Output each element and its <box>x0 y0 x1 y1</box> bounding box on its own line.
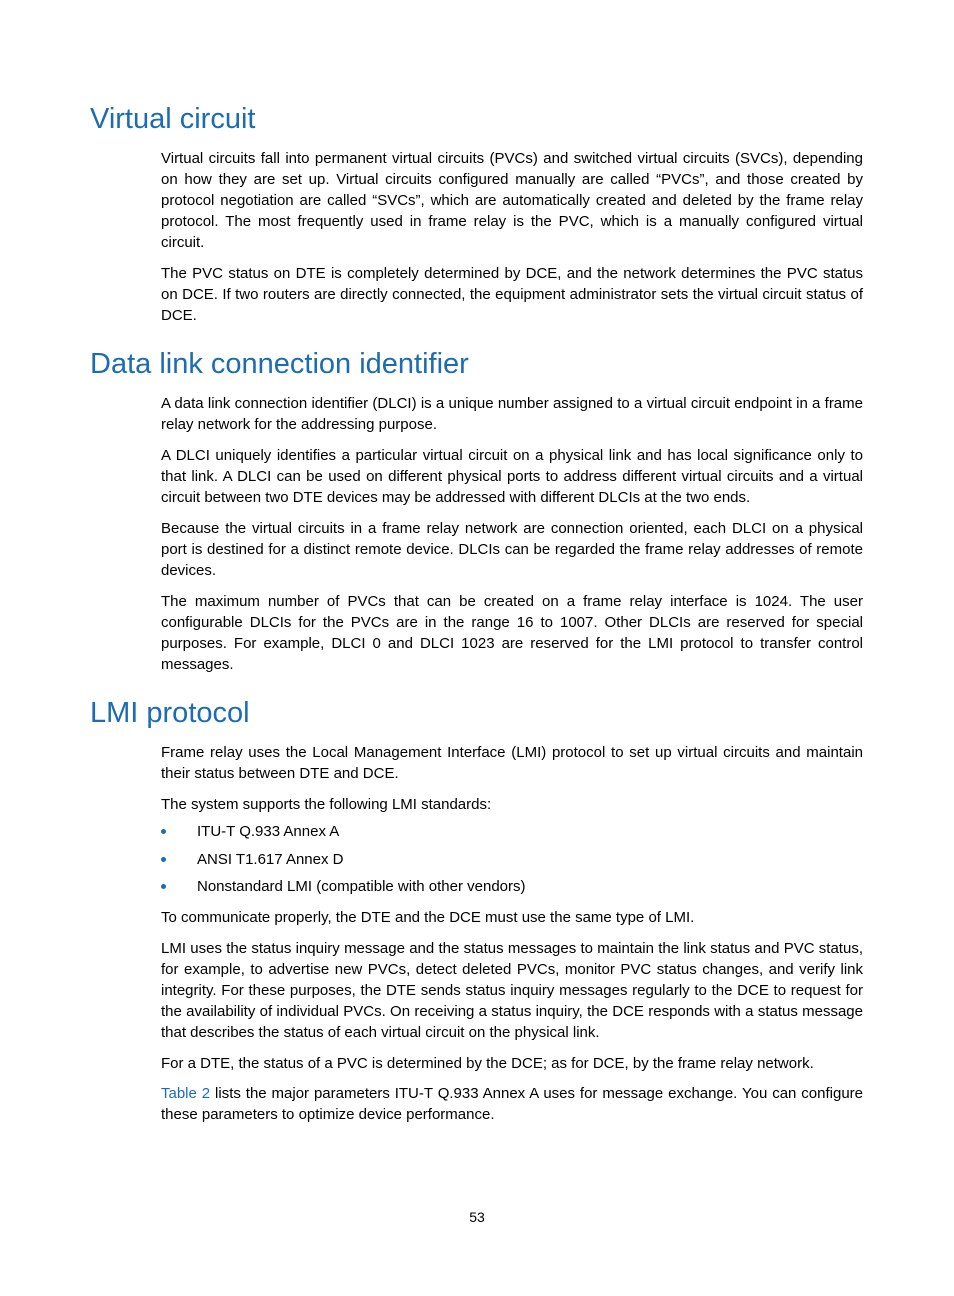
paragraph-dlci-2: A DLCI uniquely identifies a particular virtual circuit on a physical link and has local significance only to that link. A DLCI can be used on different physical ports to address different virtual circuits and a virtual circuit between two DTE devices may be addressed with different DLCIs at the two ends. <box>161 447 863 506</box>
bullet-icon <box>161 829 166 834</box>
heading-dlci: Data link connection identifier <box>90 348 469 380</box>
paragraph-dlci-1: A data link connection identifier (DLCI) is a unique number assigned to a virtual circuit endpoint in a frame relay network for the addressing purpose. <box>161 395 863 433</box>
paragraph-virtual-circuit-2: The PVC status on DTE is completely determined by DCE, and the network determines the PVC status on DCE. If two routers are directly connected, the equipment administrator sets the virtual circuit status of DCE. <box>161 265 863 324</box>
paragraph-dlci-4: The maximum number of PVCs that can be created on a frame relay interface is 1024. The user configurable DLCIs for the PVCs are in the range 16 to 1007. Other DLCIs are reserved for special purposes. For example, DLCI 0 and DLCI 1023 are reserved for the LMI protocol to transfer control messages. <box>161 593 863 673</box>
paragraph-lmi-6-text: lists the major parameters ITU-T Q.933 Annex A uses for message exchange. You can configure these parameters to optimize device performance. <box>161 1085 863 1123</box>
bullet-icon <box>161 857 166 862</box>
bullet-icon <box>161 884 166 889</box>
paragraph-dlci-3: Because the virtual circuits in a frame relay network are connection oriented, each DLCI on a physical port is destined for a distinct remote device. DLCIs can be regarded the frame relay addresses of remote devices. <box>161 520 863 579</box>
table-2-link[interactable]: Table 2 <box>161 1085 211 1102</box>
paragraph-lmi-6 <box>161 1083 863 1125</box>
list-item-text: Nonstandard LMI (compatible with other vendors) <box>197 878 526 895</box>
list-item-text: ITU-T Q.933 Annex A <box>197 823 340 840</box>
paragraph-lmi-4: LMI uses the status inquiry message and the status messages to maintain the link status and PVC status, for example, to advertise new PVCs, detect deleted PVCs, monitor PVC status changes, and verify link integrity. For these purposes, the DTE sends status inquiry messages regularly to the DCE to request for the availability of individual PVCs. On receiving a status inquiry, the DCE responds with a status message that describes the status of each virtual circuit on the physical link. <box>161 940 863 1041</box>
page-number: 53 <box>469 1209 485 1225</box>
paragraph-lmi-1: Frame relay uses the Local Management Interface (LMI) protocol to set up virtual circuits and maintain their status between DTE and DCE. <box>161 744 863 782</box>
heading-lmi-protocol: LMI protocol <box>90 697 250 729</box>
paragraph-lmi-3: To communicate properly, the DTE and the DCE must use the same type of LMI. <box>161 909 695 926</box>
paragraph-lmi-5: For a DTE, the status of a PVC is determined by the DCE; as for DCE, by the frame relay network. <box>161 1055 814 1072</box>
heading-virtual-circuit: Virtual circuit <box>90 103 256 135</box>
paragraph-lmi-2: The system supports the following LMI standards: <box>161 796 492 813</box>
paragraph-virtual-circuit-1: Virtual circuits fall into permanent virtual circuits (PVCs) and switched virtual circuits (SVCs), depending on how they are set up. Virtual circuits configured manually are called “PVCs”, and those created by protocol negotiation are called “SVCs”, which are automatically created and deleted by the frame relay protocol. The most frequently used in frame relay is the PVC, which is a manually configured virtual circuit. <box>161 150 863 251</box>
list-item-text: ANSI T1.617 Annex D <box>197 851 344 868</box>
